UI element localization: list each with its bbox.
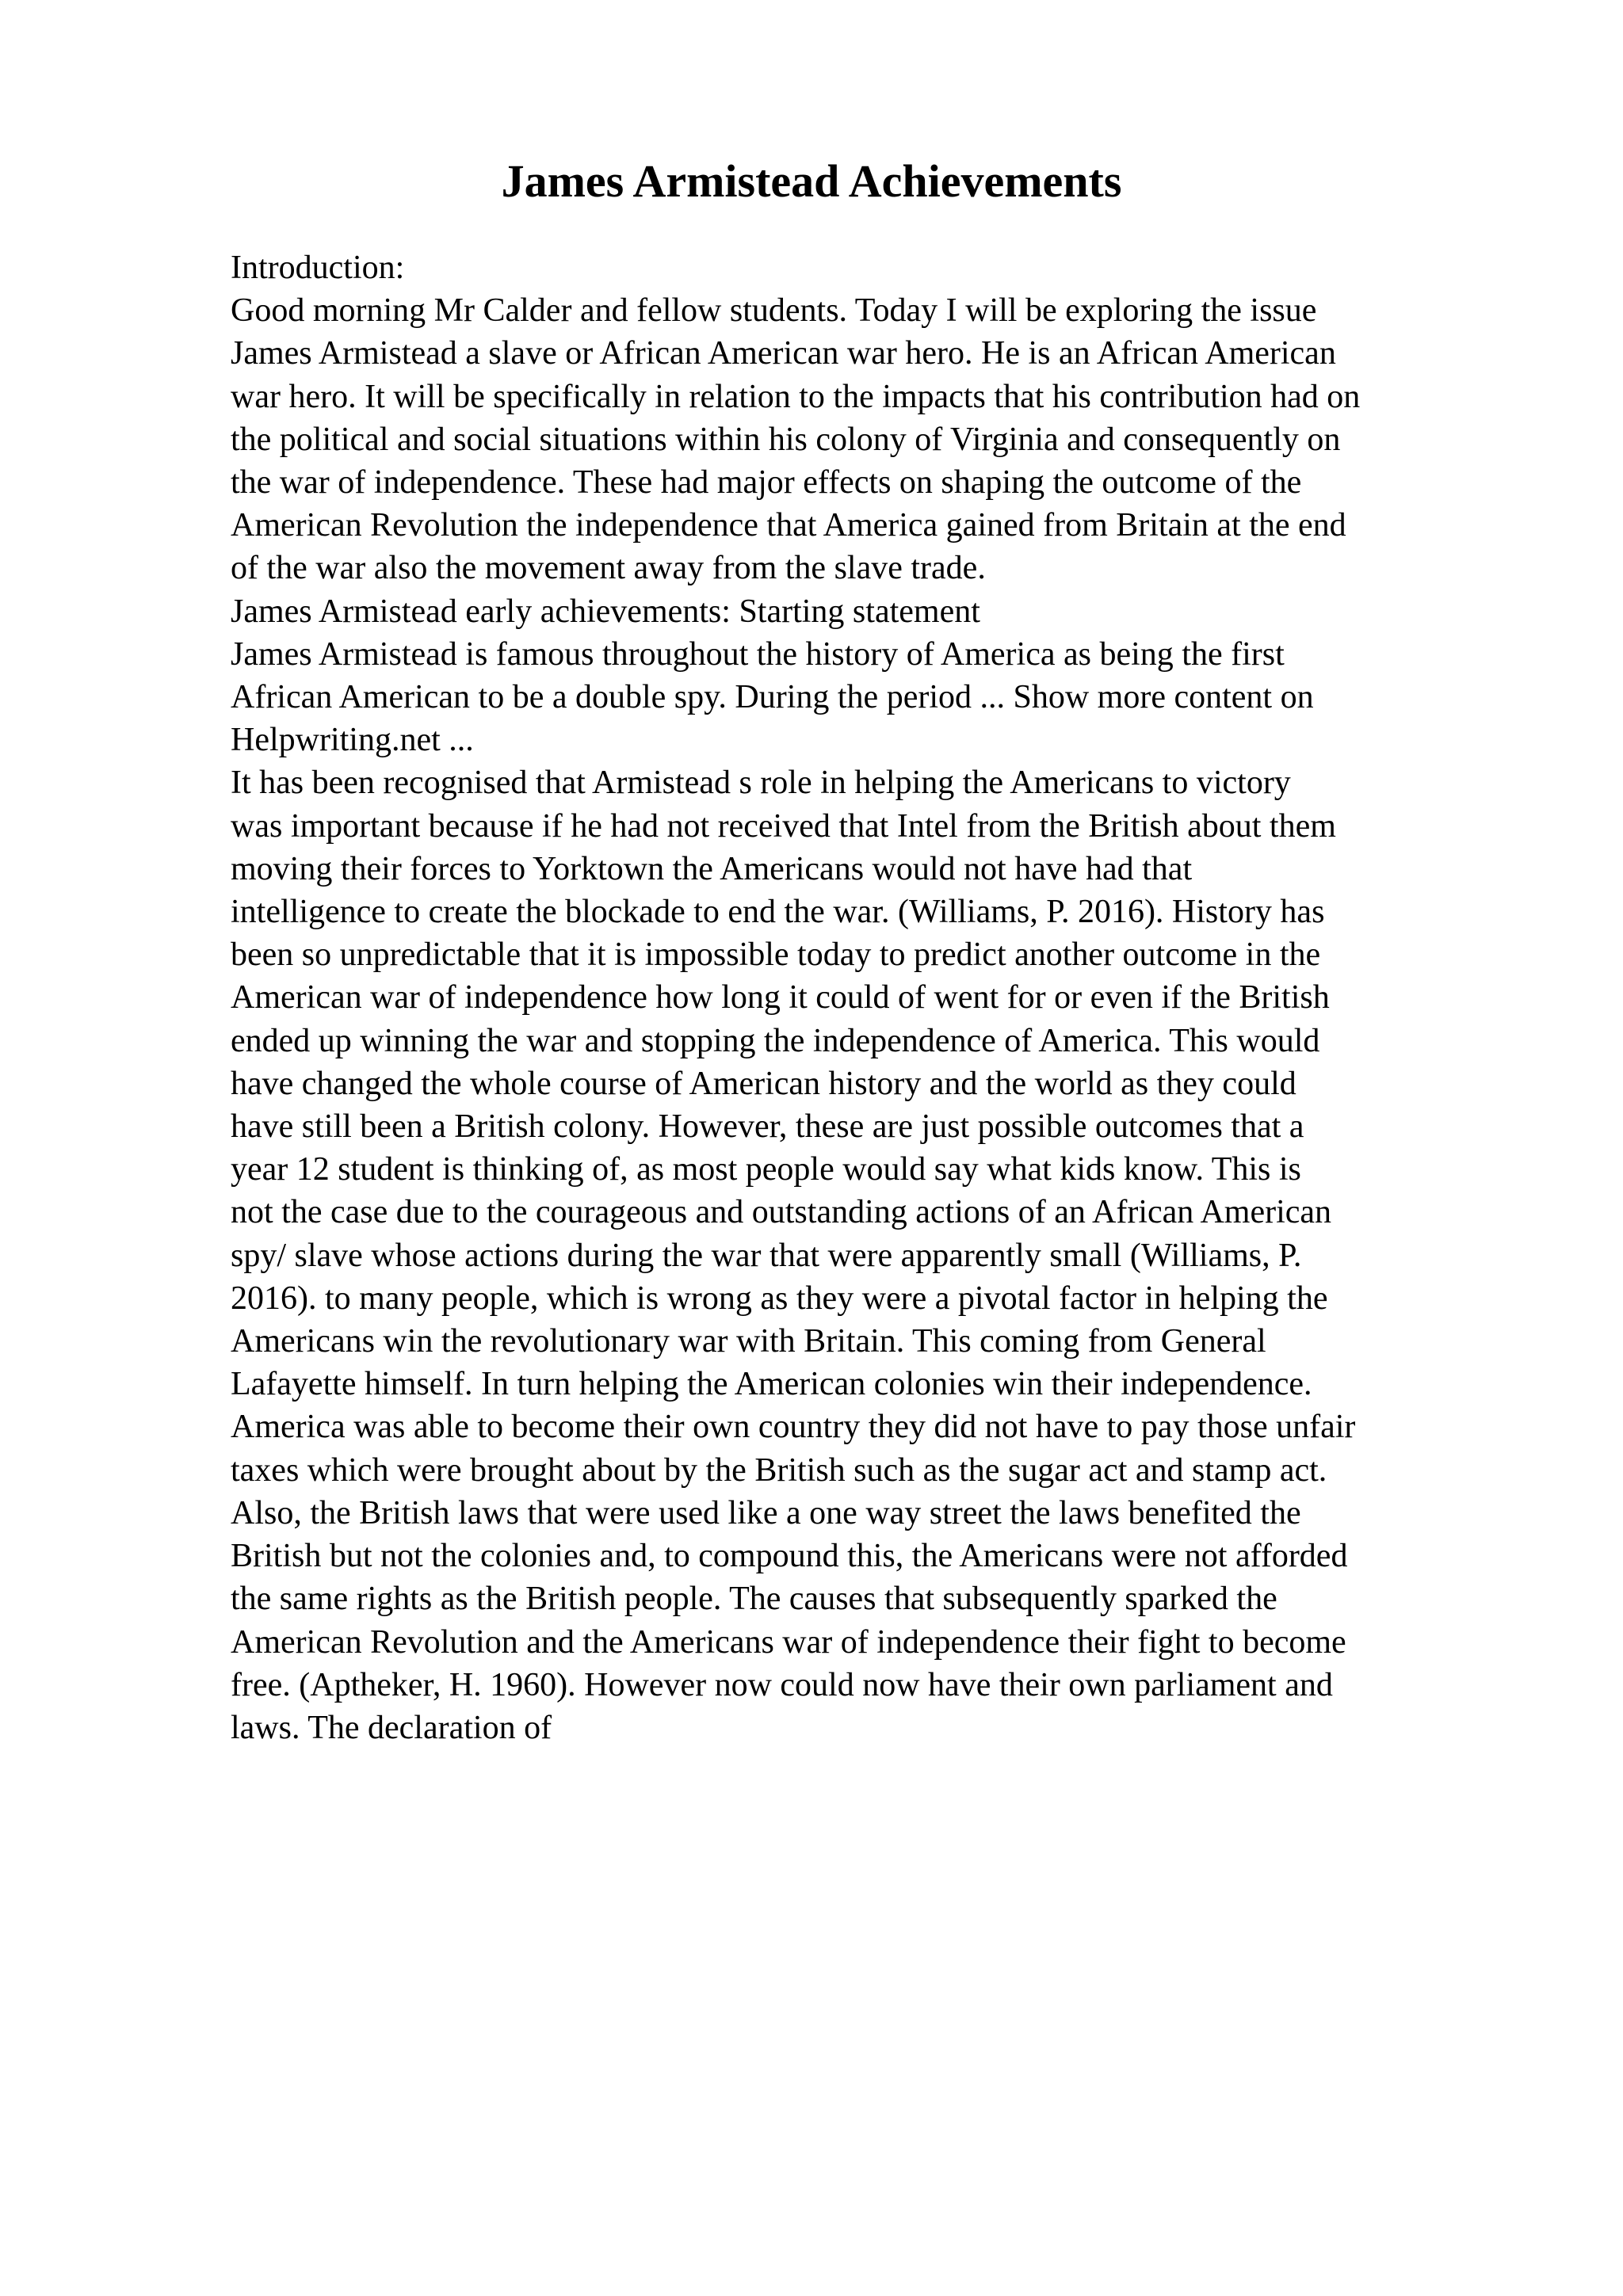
body-line: American Revolution the independence that America gained from Britain at the end [231,507,1346,544]
document-body [231,246,1499,1749]
body-line: Good morning Mr Calder and fellow students. Today I will be exploring the issue [231,292,1317,330]
body-line: Introduction: [231,250,405,286]
body-line: It has been recognised that Armistead s role in helping the Americans to victory [231,765,1291,802]
document-title: James Armistead Achievements [501,155,1122,207]
body-line: intelligence to create the blockade to end the war. (Williams, P. 2016). History has [231,894,1325,931]
body-line: taxes which were brought about by the British such as the sugar act and stamp act. [231,1451,1327,1489]
body-line: the war of independence. These had major effects on shaping the outcome of the [231,464,1302,502]
body-line: James Armistead is famous throughout the history of America as being the first [231,635,1285,673]
body-line: America was able to become their own country they did not have to pay those unfair [231,1409,1356,1446]
body-line: moving their forces to Yorktown the Americans would not have had that [231,850,1193,887]
body-line: Americans win the revolutionary war with Britain. This coming from General [231,1323,1266,1360]
body-line: have changed the whole course of American history and the world as they could [231,1065,1296,1102]
body-line: American Revolution and the Americans war of independence their fight to become [231,1623,1346,1661]
body-line: the political and social situations within his colony of Virginia and consequently on [231,421,1341,458]
body-line: James Armistead a slave or African American war hero. He is an African American [231,335,1336,372]
body-line: not the case due to the courageous and outstanding actions of an African American [231,1194,1332,1231]
body-line: war hero. It will be specifically in relation to the impacts that his contribution had on [231,378,1361,415]
body-line: laws. The declaration of [231,1709,552,1746]
body-line: James Armistead early achievements: Starting statement [231,593,980,630]
body-line: American war of independence how long it could of went for or even if the British [231,979,1330,1016]
body-line: Lafayette himself. In turn helping the American colonies win their independence. [231,1366,1312,1403]
body-line: of the war also the movement away from the slave trade. [231,550,986,587]
body-line: Also, the British laws that were used like a one way street the laws benefited the [231,1494,1301,1531]
body-line: year 12 student is thinking of, as most people would say what kids know. This is [231,1151,1301,1188]
body-line: been so unpredictable that it is impossible today to predict another outcome in the [231,936,1321,974]
body-line: African American to be a double spy. During the period ... Show more content on [231,679,1314,716]
body-line: British but not the colonies and, to compound this, the Americans were not afforded [231,1538,1348,1575]
body-line: the same rights as the British people. The causes that subsequently sparked the [231,1581,1277,1618]
body-line: ended up winning the war and stopping the independence of America. This would [231,1022,1320,1059]
body-line: spy/ slave whose actions during the war that were apparently small (Williams, P. [231,1237,1302,1274]
body-line: free. (Aptheker, H. 1960). However now could now have their own parliament and [231,1666,1333,1703]
body-line: have still been a British colony. However, these are just possible outcomes that a [231,1108,1304,1146]
body-line: was important because if he had not received that Intel from the British about them [231,807,1336,845]
body-line: Helpwriting.net ... [231,722,474,759]
body-line: 2016). to many people, which is wrong as they were a pivotal factor in helping the [231,1280,1328,1317]
